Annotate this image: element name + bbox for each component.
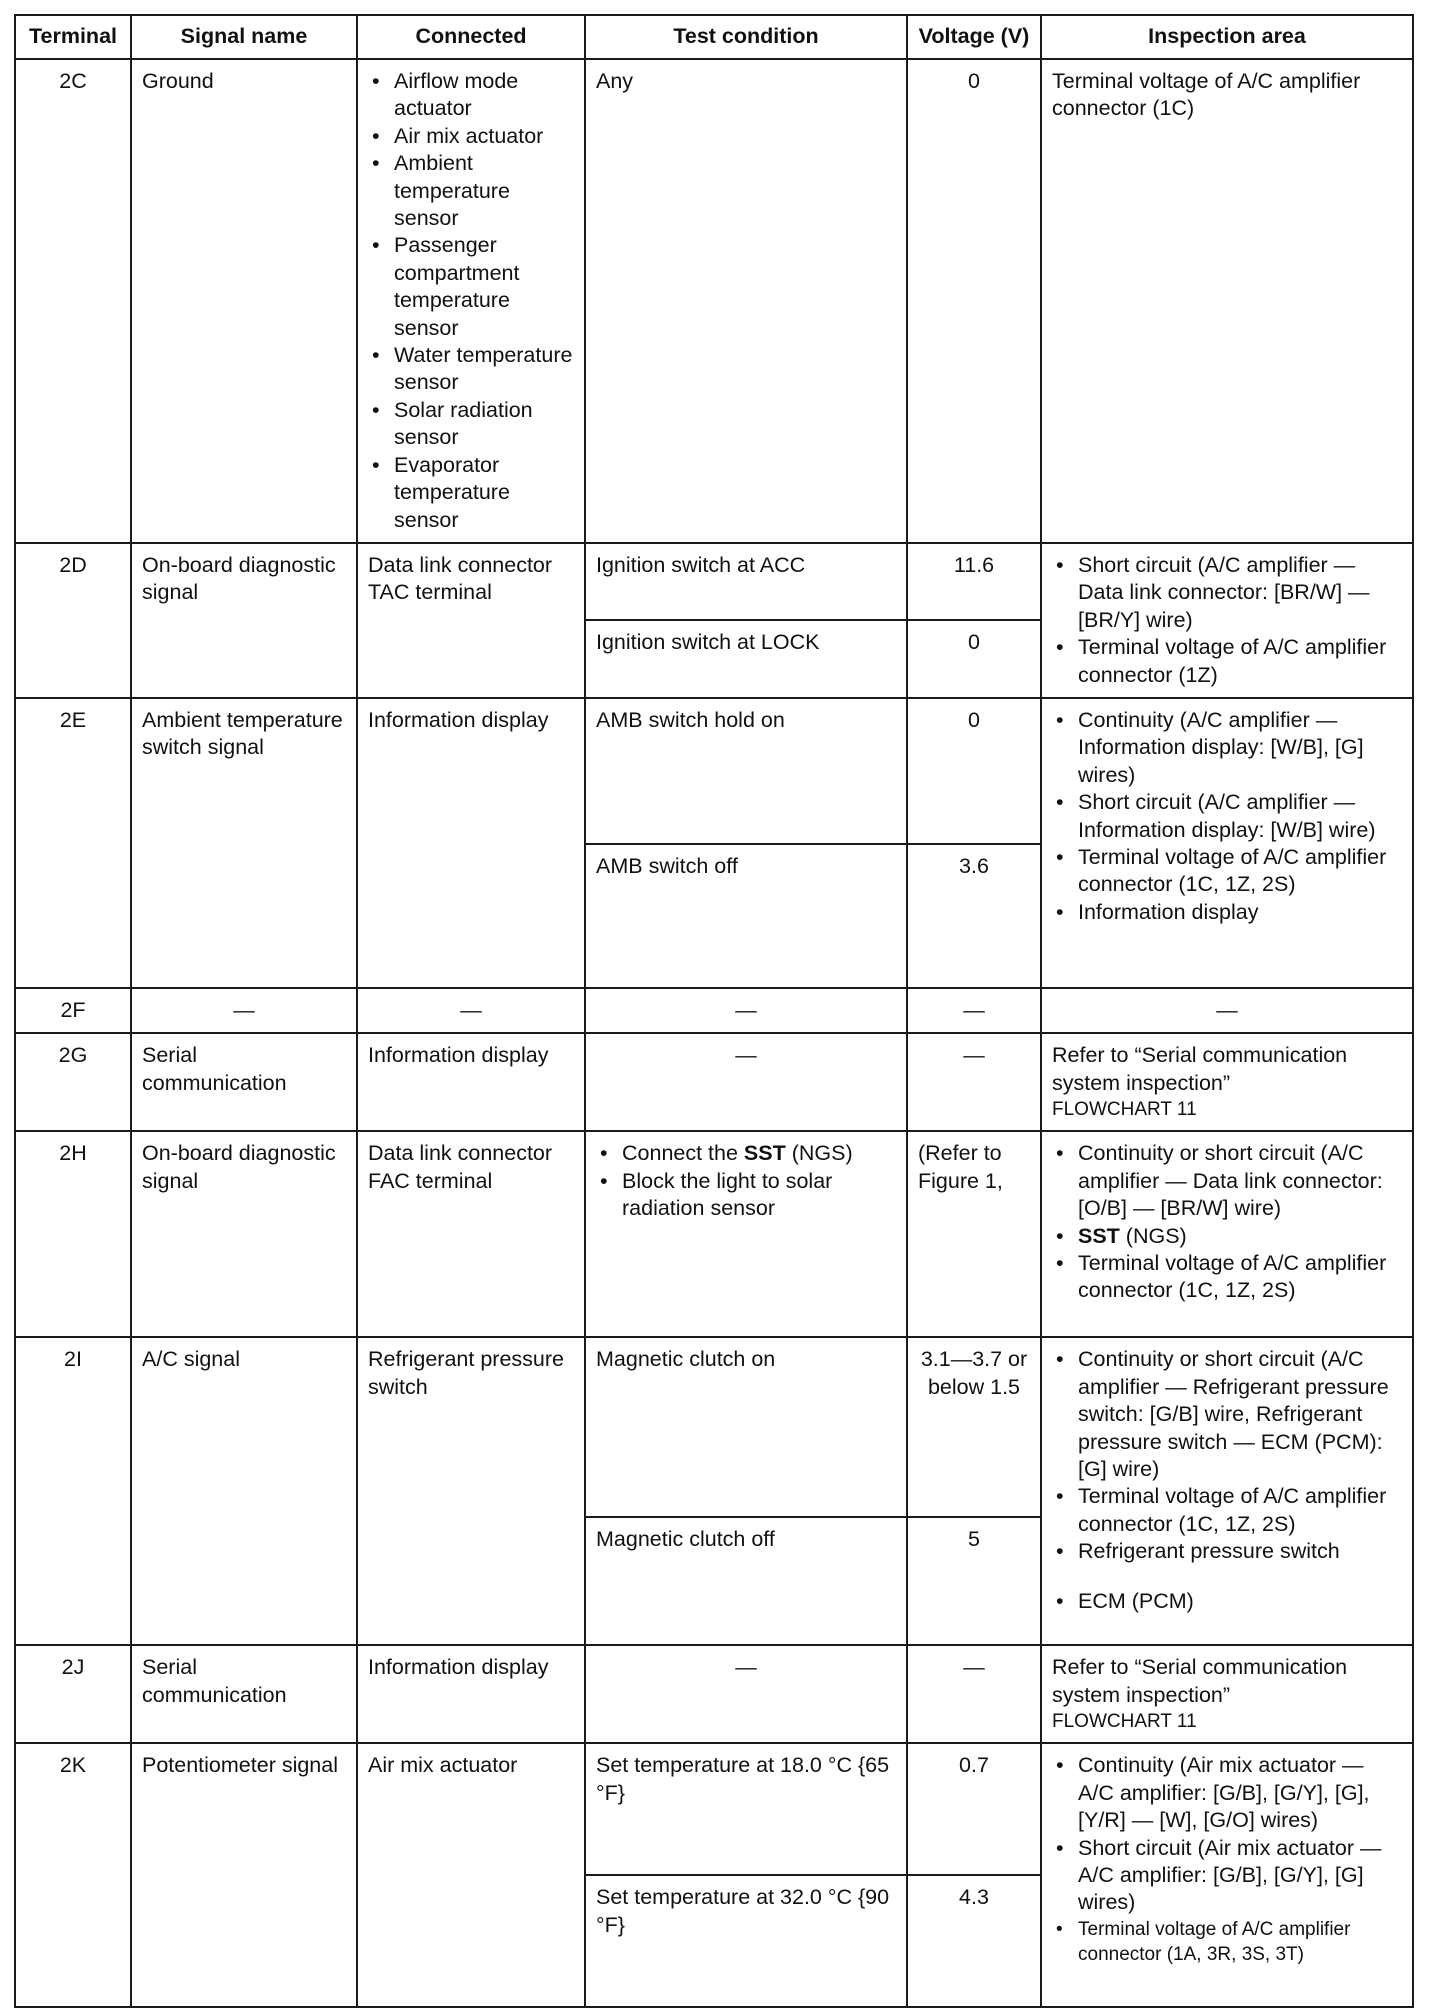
header-voltage: Voltage (V) [907,15,1041,59]
table-row [15,543,1413,621]
voltage-cell: 3.1—3.7 or below 1.5 [907,1337,1041,1517]
terminal-cell: 2F [15,988,131,1033]
table-row [15,1337,1413,1517]
header-connected: Connected [357,15,585,59]
voltage-cell: — [907,1645,1041,1743]
text-fragment: Connect the [622,1141,744,1166]
table-row [15,698,1413,844]
voltage-cell: 11.6 [907,543,1041,621]
test-condition-cell: Magnetic clutch off [585,1517,907,1645]
terminal-cell: 2D [15,543,131,698]
inspection-area-cell: — [1041,988,1413,1033]
terminal-cell: 2J [15,1645,131,1743]
terminal-cell: 2K [15,1743,131,2007]
header-terminal: Terminal [15,15,131,59]
test-condition-cell: — [585,1033,907,1131]
signal-name-cell: Potentiometer signal [131,1743,357,2007]
list-item: • Passenger compartment temperature sensor [394,232,574,342]
list-item [622,1140,896,1167]
connected-cell: Information display [357,698,585,988]
list-item: • Short circuit (A/C amplifier — Information display: [W/B] wire) [1078,789,1402,844]
list-item: • Terminal voltage of A/C amplifier connector (1Z) [1078,634,1402,689]
signal-name-cell: Ground [131,59,357,543]
sst-label: SST [743,1141,786,1166]
list-item: • Refrigerant pressure switch [1078,1538,1402,1565]
inspection-area-cell [1041,1645,1413,1743]
inspection-list [1052,1346,1402,1615]
flowchart-reference: FLOWCHART 11 [1052,1099,1197,1121]
inspection-list [1052,1752,1402,1966]
inspection-list [1052,1140,1402,1304]
table-row [15,59,1413,543]
test-condition-list [596,1140,896,1222]
signal-name-cell: On-board diagnostic signal [131,543,357,698]
header-test-condition: Test condition [585,15,907,59]
inspection-area-cell [1041,1033,1413,1131]
list-item: • Short circuit (Air mix actuator — A/C amplifier: [G/B], [G/Y], [G] wires) [1078,1835,1402,1917]
inspection-list [1052,552,1402,689]
list-item: • Short circuit (A/C amplifier — Data link connector: [BR/W] — [BR/Y] wire) [1078,552,1402,634]
connected-cell: Refrigerant pressure switch [357,1337,585,1645]
connected-cell: Information display [357,1645,585,1743]
connected-list [368,68,574,534]
list-item: • ECM (PCM) [1078,1588,1402,1615]
test-condition-cell: Ignition switch at LOCK [585,620,907,698]
sst-label: SST [1078,1223,1120,1248]
terminal-cell: 2C [15,59,131,543]
test-condition-cell: — [585,988,907,1033]
list-item: • Terminal voltage of A/C amplifier connector (1A, 3R, 3S, 3T) [1078,1917,1402,1967]
inspection-list [1052,707,1402,926]
list-item: • Continuity or short circuit (A/C amplifier — Refrigerant pressure switch: [G/B] wire, Refrigerant pressure switch — ECM (PCM): [G] wire) [1078,1346,1402,1483]
terminal-inspection-table [14,14,1414,2008]
inspection-area-cell [1041,698,1413,988]
voltage-cell: 0 [907,59,1041,543]
voltage-cell: 0.7 [907,1743,1041,1875]
signal-name-cell: Serial communication [131,1033,357,1131]
list-item: • Evaporator temperature sensor [394,452,574,534]
list-item: • Air mix actuator [394,123,574,150]
connected-cell: — [357,988,585,1033]
voltage-cell: — [907,1033,1041,1131]
voltage-cell: 5 [907,1517,1041,1645]
list-item: • Continuity (A/C amplifier — Information display: [W/B], [G] wires) [1078,707,1402,789]
voltage-cell: 4.3 [907,1875,1041,2007]
list-item: • Solar radiation sensor [394,397,574,452]
list-item: • Terminal voltage of A/C amplifier connector (1C, 1Z, 2S) [1078,1250,1402,1305]
test-condition-cell: Set temperature at 18.0 °C {65 °F} [585,1743,907,1875]
terminal-cell: 2G [15,1033,131,1131]
inspection-area-cell: Terminal voltage of A/C amplifier connector (1C) [1041,59,1413,543]
text-fragment: (NGS) [785,1141,853,1166]
list-item: • Block the light to solar radiation sensor [622,1168,896,1223]
list-item [1078,1223,1402,1250]
inspection-area-cell [1041,1337,1413,1645]
table-row [15,1743,1413,1875]
test-condition-cell: Set temperature at 32.0 °C {90 °F} [585,1875,907,2007]
inspection-reference-text: Refer to “Serial communication system inspection” [1052,1043,1348,1095]
test-condition-cell [585,1131,907,1337]
signal-name-cell: — [131,988,357,1033]
connected-cell: Information display [357,1033,585,1131]
inspection-reference-text: Refer to “Serial communication system inspection” [1052,1655,1348,1707]
table-row [15,1131,1413,1337]
test-condition-cell: AMB switch hold on [585,698,907,844]
header-signal-name: Signal name [131,15,357,59]
connected-cell: Air mix actuator [357,1743,585,2007]
list-item: • Terminal voltage of A/C amplifier connector (1C, 1Z, 2S) [1078,844,1402,899]
table-row [15,1645,1413,1743]
signal-name-cell: Serial communication [131,1645,357,1743]
voltage-cell: (Refer to Figure 1, [907,1131,1041,1337]
test-condition-cell: Magnetic clutch on [585,1337,907,1517]
terminal-cell: 2E [15,698,131,988]
inspection-area-cell [1041,1743,1413,2007]
list-item: • Water temperature sensor [394,342,574,397]
list-item: • Continuity or short circuit (A/C amplifier — Data link connector: [O/B] — [BR/W] wire) [1078,1140,1402,1222]
list-item: • Ambient temperature sensor [394,150,574,232]
signal-name-cell: On-board diagnostic signal [131,1131,357,1337]
inspection-area-cell [1041,1131,1413,1337]
flowchart-reference: FLOWCHART 11 [1052,1711,1197,1733]
list-item: • Information display [1078,899,1402,926]
terminal-cell: 2H [15,1131,131,1337]
header-inspection-area: Inspection area [1041,15,1413,59]
voltage-cell: — [907,988,1041,1033]
connected-cell: Data link connector TAC terminal [357,543,585,698]
test-condition-cell: AMB switch off [585,844,907,988]
table-row [15,1033,1413,1131]
test-condition-cell: — [585,1645,907,1743]
table-row [15,988,1413,1033]
connected-cell [357,59,585,543]
voltage-cell: 0 [907,620,1041,698]
inspection-area-cell [1041,543,1413,698]
terminal-inspection-sheet [14,14,1414,2008]
connected-cell: Data link connector FAC terminal [357,1131,585,1337]
text-fragment: (NGS) [1119,1223,1187,1248]
test-condition-cell: Any [585,59,907,543]
voltage-cell: 3.6 [907,844,1041,988]
list-item: • Terminal voltage of A/C amplifier connector (1C, 1Z, 2S) [1078,1483,1402,1538]
list-item: • Continuity (Air mix actuator — A/C amplifier: [G/B], [G/Y], [G], [Y/R] — [W], [G/O] wires) [1078,1752,1402,1834]
test-condition-cell: Ignition switch at ACC [585,543,907,621]
signal-name-cell: Ambient temperature switch signal [131,698,357,988]
voltage-cell: 0 [907,698,1041,844]
list-item: • Airflow mode actuator [394,68,574,123]
terminal-cell: 2I [15,1337,131,1645]
header-row [15,15,1413,59]
signal-name-cell: A/C signal [131,1337,357,1645]
